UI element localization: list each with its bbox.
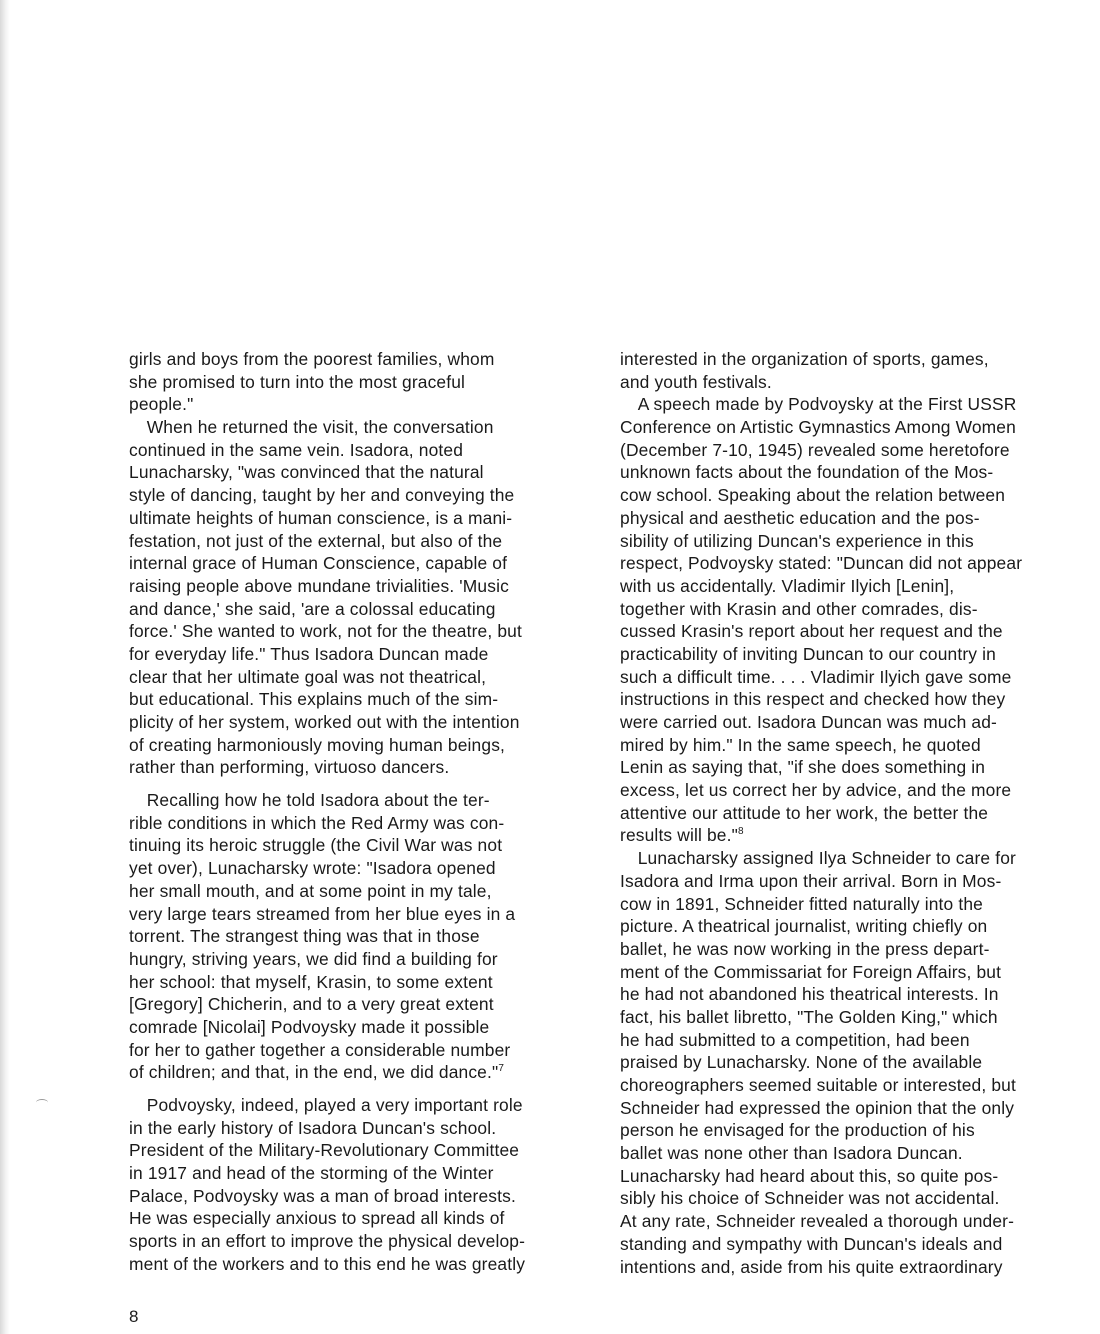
text-line: but educational. This explains much of the sim- (129, 689, 499, 710)
text-line: Lunacharsky had heard about this, so quite pos- (620, 1165, 999, 1186)
text-line: choreographers seemed suitable or interested, but (620, 1075, 1016, 1095)
text-line: person he envisaged for the production of his (620, 1120, 975, 1141)
paragraph (620, 348, 1080, 393)
text-line: sports in an effort to improve the physical develop- (129, 1231, 526, 1252)
paragraph (620, 847, 1080, 1278)
text-line: her small mouth, and at some point in my tale, (129, 880, 492, 901)
text-line: and dance,' she said, 'are a colossal educating (129, 598, 496, 619)
text-line: excess, let us correct her by advice, and the more (620, 780, 1012, 801)
text-line: (December 7-10, 1945) revealed some heretofore (620, 439, 1010, 460)
text-line: Lunacharsky assigned Ilya Schneider to care for (637, 848, 1016, 869)
paragraph (129, 789, 589, 1084)
text-line: praised by Lunacharsky. None of the available (620, 1052, 983, 1073)
footnote-marker: 8 (737, 825, 744, 837)
text-line: in the early history of Isadora Duncan's school. (129, 1117, 497, 1138)
text-line: picture. A theatrical journalist, writing chiefly on (620, 916, 988, 937)
text-line: very large tears streamed from her blue eyes in a (129, 903, 516, 924)
text-line: Lenin as saying that, "if she does something in (620, 757, 986, 778)
text-line: her school: that myself, Krasin, to some extent (129, 971, 493, 992)
text-line: ultimate heights of human conscience, is a mani- (129, 507, 513, 528)
text-line: style of dancing, taught by her and conveying the (129, 485, 515, 506)
text-line: festation, not just of the external, but also of the (129, 530, 503, 551)
text-line: clear that her ultimate goal was not theatrical, (129, 666, 487, 687)
paragraph (129, 1094, 589, 1276)
text-line: in 1917 and head of the storming of the Winter (129, 1163, 494, 1184)
text-line: continued in the same vein. Isadora, noted (129, 439, 464, 460)
text-line: ballet, he was now working in the press depart- (620, 938, 990, 959)
text-line: girls and boys from the poorest families, whom (129, 349, 495, 369)
text-line: Lunacharsky, "was convinced that the natural (129, 462, 484, 483)
text-line: instructions in this respect and checked how they (620, 689, 1006, 710)
text-line: cow in 1891, Schneider fitted naturally into the (620, 893, 983, 914)
text-line: people." (129, 394, 194, 415)
text-line: intentions and, aside from his quite extraordinary (620, 1256, 1003, 1277)
text-line: At any rate, Schneider revealed a thorough under- (620, 1211, 1015, 1232)
text-line: she promised to turn into the most graceful (129, 371, 466, 392)
text-line: Isadora and Irma upon their arrival. Born in Mos- (620, 870, 1002, 891)
text-line: rather than performing, virtuoso dancers. (129, 757, 450, 778)
text-line: Recalling how he told Isadora about the ter- (146, 790, 490, 811)
text-line: cow school. Speaking about the relation between (620, 485, 1006, 506)
text-line: rible conditions in which the Red Army was con- (129, 812, 505, 833)
text-line: attentive our attitude to her work, the better the (620, 802, 989, 823)
page-edge-shadow (0, 0, 10, 1334)
text-line: unknown facts about the foundation of the Mos- (620, 462, 994, 483)
text-line: with us accidentally. Vladimir Ilyich [Lenin], (620, 575, 955, 596)
left-column (129, 348, 589, 1276)
text-line: yet over), Lunacharsky wrote: "Isadora opened (129, 858, 496, 879)
text-line: respect, Podvoysky stated: "Duncan did not appear (620, 553, 1023, 574)
text-line: mired by him." In the same speech, he quoted (620, 734, 981, 755)
text-line: sibly his choice of Schneider was not accidental. (620, 1188, 1000, 1209)
right-column (620, 348, 1080, 1278)
footnote-marker: 7 (498, 1062, 505, 1074)
text-line: standing and sympathy with Duncan's ideals and (620, 1233, 1003, 1254)
text-line: ment of the Commissariat for Foreign Affairs, but (620, 961, 1002, 982)
text-line: force.' She wanted to work, not for the theatre, but (129, 621, 522, 642)
text-line: ballet was none other than Isadora Duncan. (620, 1143, 963, 1164)
text-line: Conference on Artistic Gymnastics Among Women (620, 417, 1016, 438)
text-line: sibility of utilizing Duncan's experience in this (620, 530, 974, 551)
text-line: comrade [Nicolai] Podvoysky made it possible (129, 1016, 490, 1037)
text-line: internal grace of Human Conscience, capable of (129, 553, 508, 574)
text-line: interested in the organization of sports, games, (620, 349, 989, 369)
margin-mark (36, 1099, 48, 1106)
text-line: Podvoysky, indeed, played a very important role (146, 1095, 523, 1115)
text-line: A speech made by Podvoysky at the First USSR (637, 394, 1017, 415)
text-line: plicity of her system, worked out with the intention (129, 712, 520, 732)
text-line: were carried out. Isadora Duncan was much ad- (620, 712, 997, 732)
text-line: [Gregory] Chicherin, and to a very great extent (129, 994, 494, 1015)
page-number: 8 (129, 1307, 139, 1326)
text-line: ment of the workers and to this end he was greatly (129, 1253, 526, 1274)
paragraph (129, 416, 589, 779)
text-line: Schneider had expressed the opinion that the only (620, 1097, 1015, 1118)
text-line: results will be."$^8$ (620, 825, 744, 846)
paragraph (129, 348, 589, 416)
text-line: tinuing its heroic struggle (the Civil War was not (129, 835, 503, 856)
paragraph (620, 393, 1080, 847)
text-line: together with Krasin and other comrades, dis- (620, 598, 978, 619)
text-line: and youth festivals. (620, 371, 772, 392)
text-line: Palace, Podvoysky was a man of broad interests. (129, 1185, 516, 1206)
text-line: torrent. The strangest thing was that in those (129, 926, 480, 947)
text-line: practicability of inviting Duncan to our country in (620, 643, 996, 664)
text-line: of children; and that, in the end, we did dance."$^7$ (129, 1062, 505, 1083)
text-line: physical and aesthetic education and the pos- (620, 507, 980, 528)
text-line: he had submitted to a competition, had been (620, 1029, 970, 1050)
text-line: raising people above mundane trivialities. 'Music (129, 575, 509, 596)
text-line: President of the Military-Revolutionary Committee (129, 1140, 520, 1161)
text-line: fact, his ballet libretto, "The Golden King," which (620, 1006, 998, 1027)
text-line: cussed Krasin's report about her request and the (620, 621, 1003, 642)
text-line: He was especially anxious to spread all kinds of (129, 1208, 505, 1229)
text-line: of creating harmoniously moving human beings, (129, 734, 506, 755)
text-line: When he returned the visit, the conversation (146, 417, 494, 438)
text-line: such a difficult time. . . . Vladimir Ilyich gave some (620, 666, 1012, 687)
text-line: for everyday life." Thus Isadora Duncan made (129, 643, 489, 664)
text-line: hungry, striving years, we did find a building for (129, 948, 498, 969)
text-line: he had not abandoned his theatrical interests. In (620, 984, 999, 1005)
text-line: for her to gather together a considerable number (129, 1039, 511, 1060)
